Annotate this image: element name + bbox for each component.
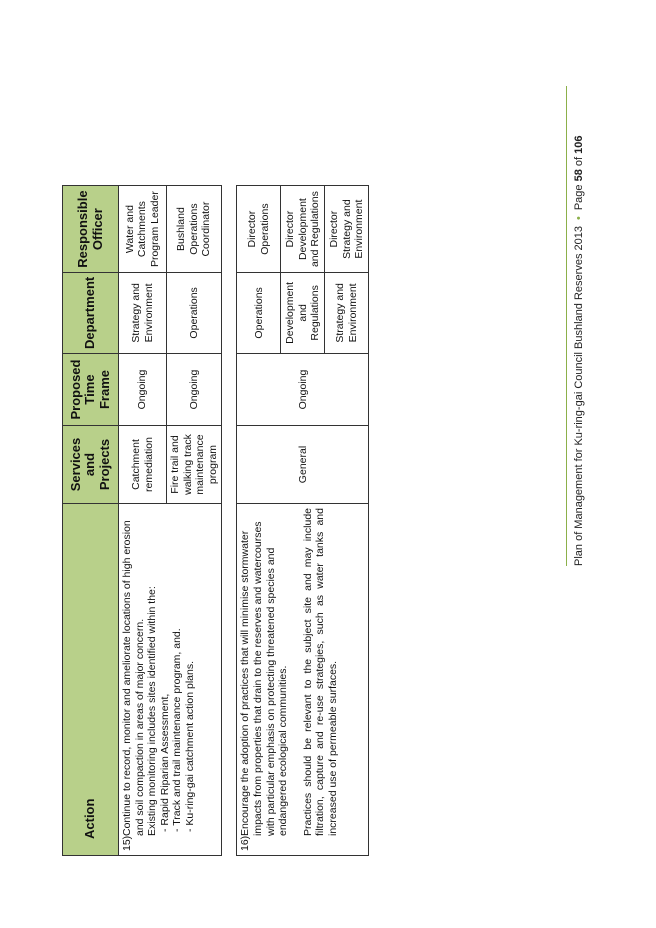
footer-page-total: 106	[573, 135, 585, 154]
time-frame-cell: Ongoing	[167, 354, 222, 426]
action-text: Practices should be relevant to the subject site and may include filtration, capture and re-use strategies, such as water tanks and increased use of permeable surfaces.	[301, 508, 339, 836]
action-text: Existing monitoring includes sites identified within the:	[146, 586, 159, 836]
department-cell: Operations	[237, 272, 281, 353]
table-row	[119, 186, 167, 856]
department-cell: Strategy and Environment	[119, 272, 167, 353]
department-cell: Operations	[167, 272, 222, 353]
item-number: 16)	[239, 835, 252, 851]
action-text: Continue to record, monitor and ameliorate locations of high erosion and soil compaction in areas of major concern.	[121, 520, 146, 836]
time-frame-cell: Ongoing	[119, 354, 167, 426]
service-cell: Catchment remediation	[119, 426, 167, 504]
table-row	[237, 186, 281, 856]
footer-page-of: of	[573, 156, 585, 167]
footer-title: Plan of Management for Ku-ring-gai Council Bushland Reserves 2013	[573, 226, 585, 566]
officer-cell: Director Operations	[237, 186, 281, 272]
action-cell-15	[119, 504, 222, 856]
header-time-frame: Proposed Time Frame	[63, 354, 119, 426]
header-responsible-officer: Responsible Officer	[63, 186, 119, 272]
department-cell: Development and Regulations	[281, 272, 325, 353]
action-list-item: - Track and trail maintenance program, and.	[171, 628, 184, 832]
service-cell: General	[237, 426, 369, 504]
officer-cell: Water and Catchments Program Leader	[119, 186, 167, 272]
action-cell-16	[237, 504, 369, 856]
page-footer	[573, 86, 585, 566]
action-text: Encourage the adoption of practices that will minimise stormwater impacts from properties that drain to the reserves and watercourses with particular emphasis on protecting threatened species and endangered ecological communities.	[239, 521, 290, 836]
footer-page-number: 58	[573, 169, 585, 182]
footer-page-prefix: Page	[573, 184, 585, 211]
action-plan-table	[62, 185, 369, 856]
row-separator	[222, 186, 237, 856]
header-department: Department	[63, 272, 119, 353]
service-cell: Fire trail and walking track maintenance program	[167, 426, 222, 504]
footer-rule	[566, 86, 567, 566]
action-list-item: - Rapid Riparian Assessment,	[158, 693, 171, 832]
footer-separator-dot: •	[573, 216, 585, 221]
action-list-item: - Ku-ring-gai catchment action plans.	[183, 661, 196, 832]
time-frame-cell: Ongoing	[237, 354, 369, 426]
department-cell: Strategy and Environment	[325, 272, 369, 353]
officer-cell: Director Strategy and Environment	[325, 186, 369, 272]
officer-cell: Director Development and Regulations	[281, 186, 325, 272]
table-header-row	[63, 186, 119, 856]
officer-cell: Bushland Operations Coordinator	[167, 186, 222, 272]
header-action: Action	[63, 504, 119, 856]
header-services: Services and Projects	[63, 426, 119, 504]
item-number: 15)	[121, 835, 133, 851]
